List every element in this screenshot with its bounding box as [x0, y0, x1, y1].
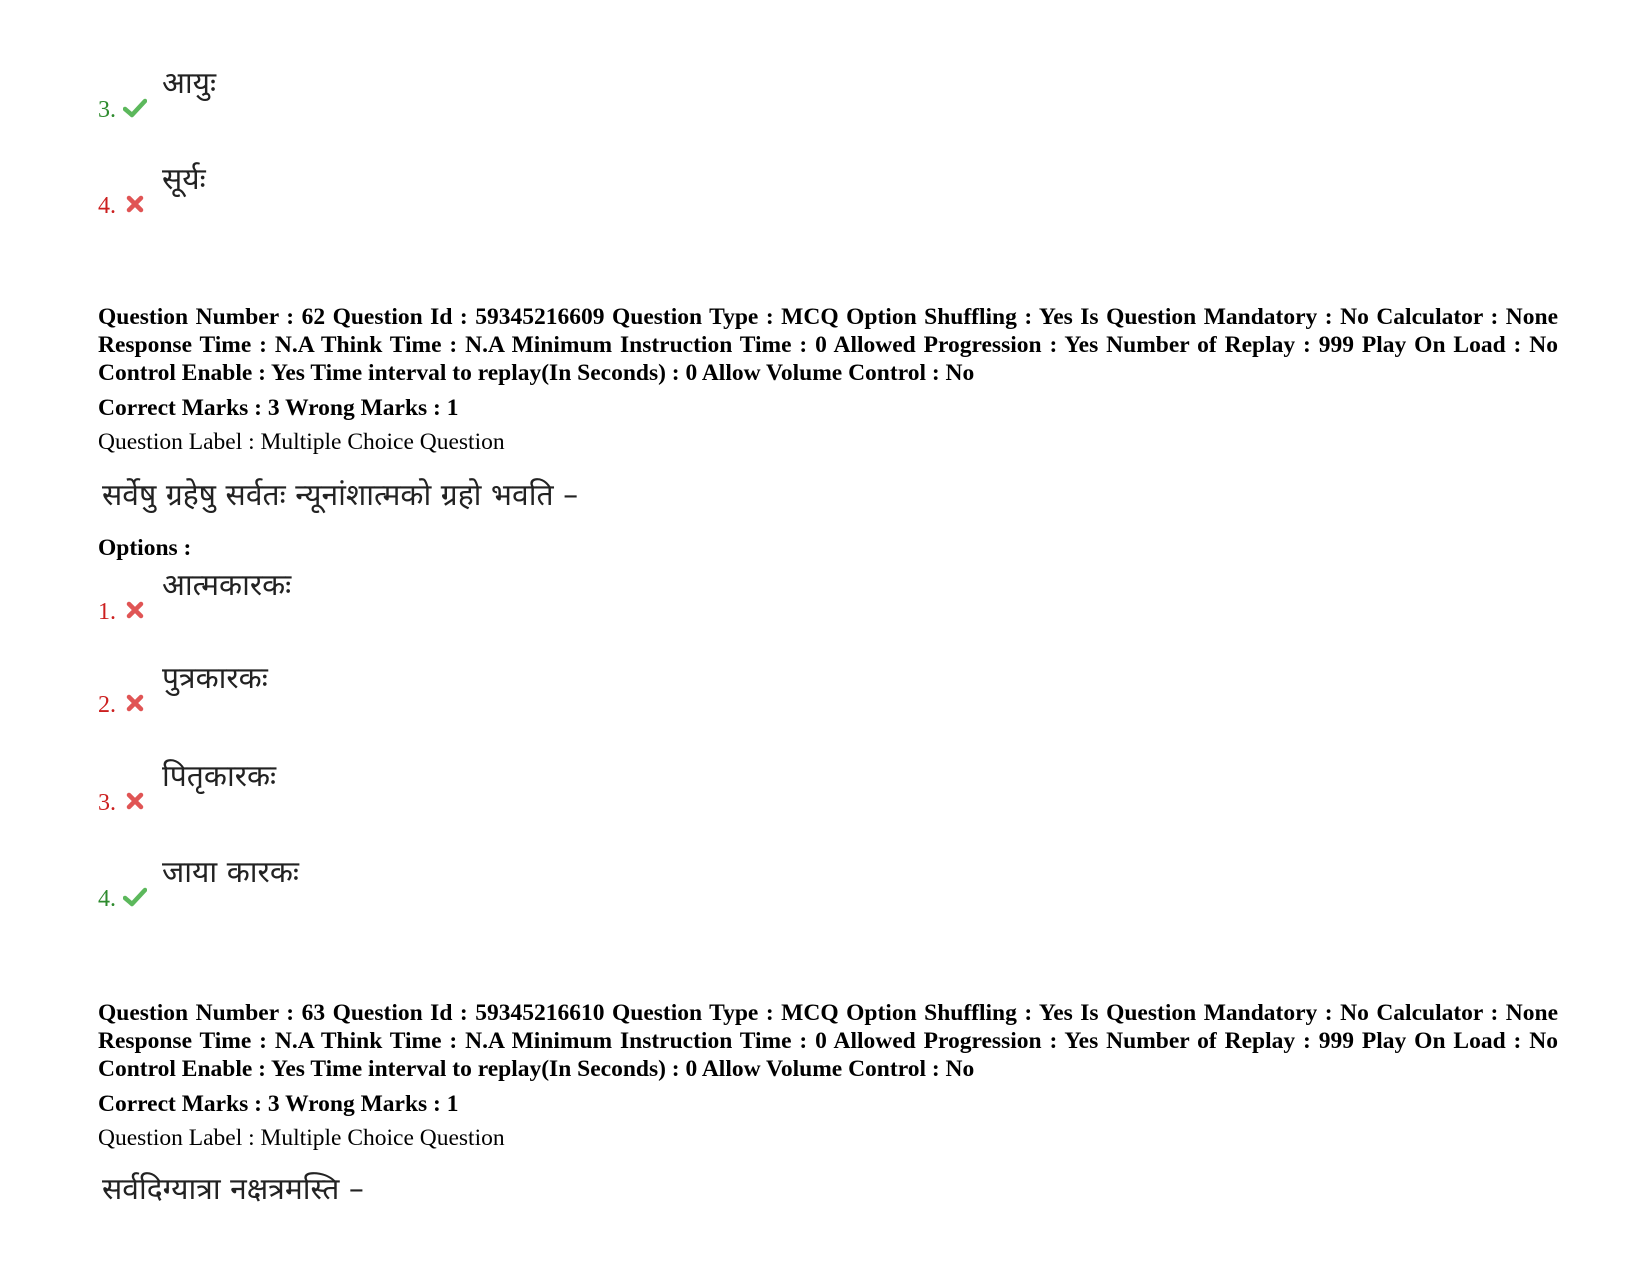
question-meta: Question Number : 62 Question Id : 59345216609 Question Type : MCQ Option Shuffling : Yes Is Question Mandatory : No Calculator : None Response Time : N.A Think Time : N.A Minimum Instruction Time : 0 Allowed Progression : Yes Number of Replay : 999 Play On Load : No Control Enable : Yes Time interval to replay(In Seconds) : 0 Allow Volume Control : No: [98, 304, 1558, 386]
option-number: 2.: [98, 692, 116, 718]
options-heading: Options :: [98, 535, 192, 561]
option-item: [98, 566, 698, 626]
question-label: Question Label : Multiple Choice Question: [98, 429, 505, 455]
option-item: [98, 64, 698, 124]
question-text: सर्वेषु ग्रहेषु सर्वतः न्यूनांशात्मको ग्रहो भवति –: [102, 478, 579, 513]
option-text: सूर्यः: [162, 162, 206, 197]
option-text: आत्मकारकः: [162, 568, 292, 603]
question-label: Question Label : Multiple Choice Question: [98, 1125, 505, 1151]
check-icon: [123, 887, 147, 907]
option-number: 4.: [98, 886, 116, 912]
check-icon: [123, 98, 147, 118]
option-number: 3.: [98, 790, 116, 816]
option-number: 1.: [98, 599, 116, 625]
option-item: [98, 853, 698, 913]
option-text: जाया कारकः: [162, 855, 299, 890]
cross-icon: [123, 194, 147, 214]
marks-info: Correct Marks : 3 Wrong Marks : 1: [98, 395, 459, 421]
question-meta: Question Number : 63 Question Id : 59345216610 Question Type : MCQ Option Shuffling : Yes Is Question Mandatory : No Calculator : None Response Time : N.A Think Time : N.A Minimum Instruction Time : 0 Allowed Progression : Yes Number of Replay : 999 Play On Load : No Control Enable : Yes Time interval to replay(In Seconds) : 0 Allow Volume Control : No: [98, 1000, 1558, 1082]
option-item: [98, 659, 698, 719]
option-text: पितृकारकः: [162, 759, 277, 794]
option-text: आयुः: [162, 66, 217, 101]
option-item: [98, 160, 698, 220]
question-text: सर्वदिग्यात्रा नक्षत्रमस्ति –: [102, 1172, 364, 1207]
cross-icon: [123, 693, 147, 713]
option-item: [98, 757, 698, 817]
option-text: पुत्रकारकः: [162, 661, 268, 696]
cross-icon: [123, 791, 147, 811]
marks-info: Correct Marks : 3 Wrong Marks : 1: [98, 1091, 459, 1117]
option-number: 4.: [98, 193, 116, 219]
cross-icon: [123, 600, 147, 620]
option-number: 3.: [98, 97, 116, 123]
